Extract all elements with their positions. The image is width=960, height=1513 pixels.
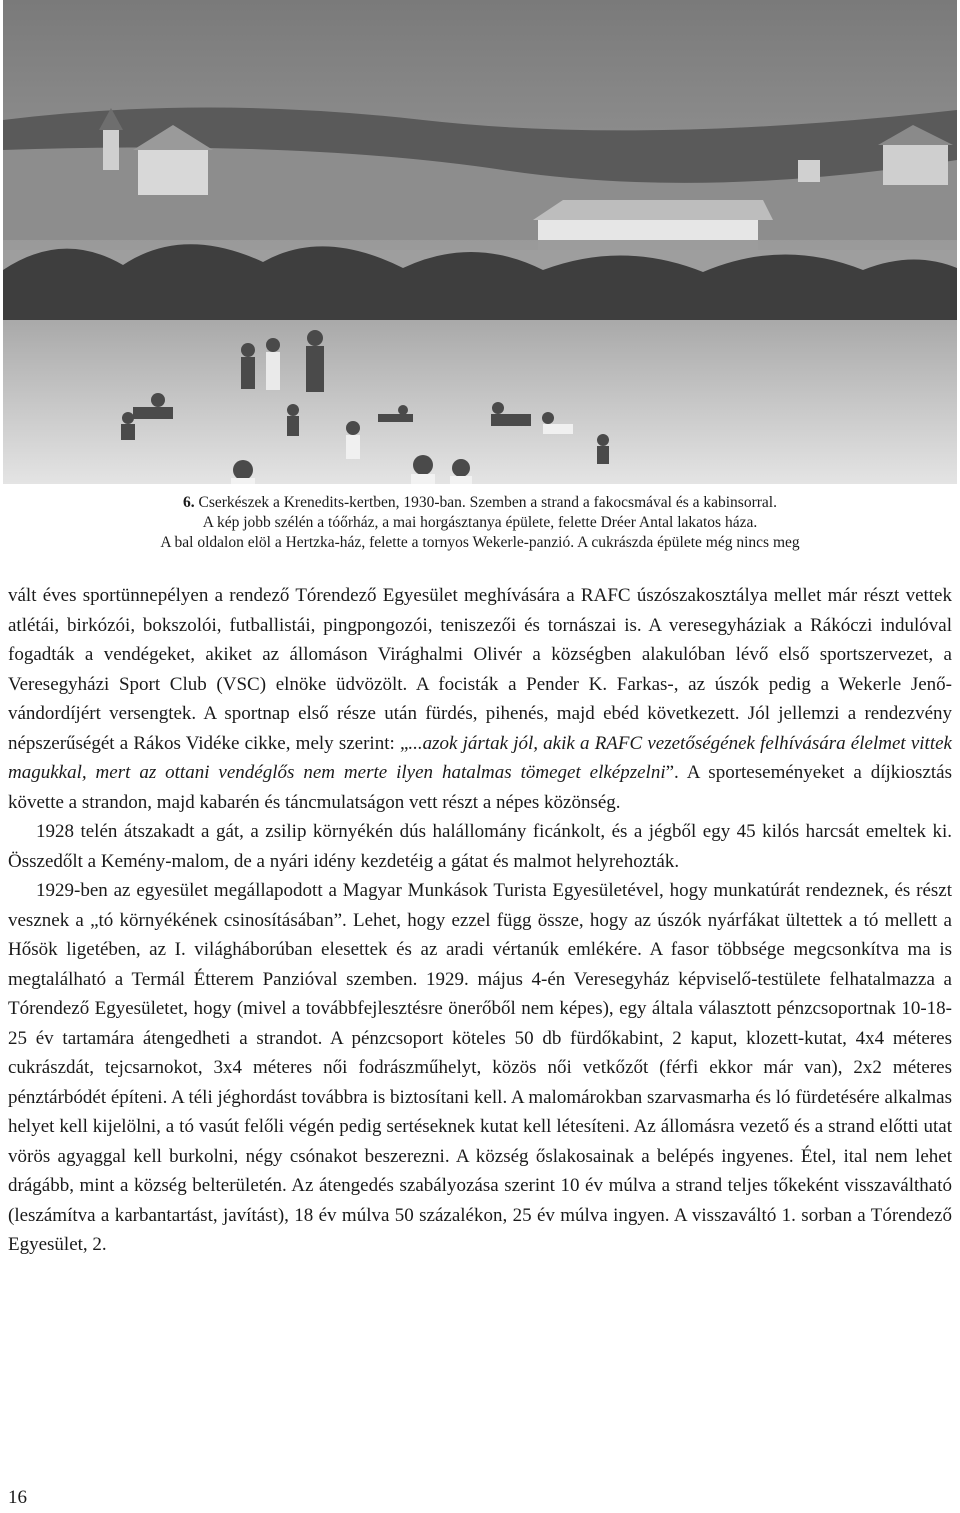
caption-line-3: A bal oldalon elöl a Hertzka-ház, felette a tornyos Wekerle-panzió. A cukrászda épülete még nincs meg	[160, 534, 800, 551]
historical-photo	[3, 0, 957, 484]
caption-number: 6.	[183, 494, 195, 511]
photo-illustration	[3, 0, 957, 484]
paragraph-1: vált éves sportünnepélyen a rendező Tórendező Egyesület meghívására a RAFC úszószakosztálya mellet már részt vettek atlétái, birkózói, bokszolói, futballistái, pingpongozói, teniszezői és tornászai is. A veresegyháziak a Rákóczi indulóval fogadták a vendégeket, akiket az állomáson Virághalmi Olivér a községben alakulóban lévő első sportszervezet, a Veresegyházi Sport Club (VSC) elnöke üdvözölt. A focisták a Pender K. Farkas-, az úszók pedig a Wekerle Jenő-vándordíjért versengtek. A sportnap első része után fürdés, pihenés, majd ebéd következett. Jól jellemzi a rendezvény népszerűségét a Rákos Vidéke cikke, mely szerint: „...azok jártak jól, akik a RAFC vezetőségének felhívására élelmet vittek magukkal, mert az ottani vendéglős nem merte ilyen hatalmas tömeget elképzelni”. A sporteseményeket a díjkiosztás követte a strandon, majd kabarén és táncmulatságon vett részt a népes közönség.	[8, 585, 952, 813]
quote: ...azok jártak jól, akik a RAFC vezetőségének felhívására élelmet vittek magukkal, mert az ottani vendéglős nem merte ilyen hatalmas tömeget elképzelni	[8, 732, 952, 783]
paragraph-2: 1928 telén átszakadt a gát, a zsilip környékén dús halállomány ficánkolt, és a jégből egy 45 kilós harcsát emeltek ki. Összedőlt a Kemény-malom, de a nyári idény kezdetéig a gátat és malmot helyrehozták.	[8, 821, 952, 872]
paragraph-3: 1929-ben az egyesület megállapodott a Magyar Munkások Turista Egyesületével, hogy munkatúrát rendeznek, és részt vesznek a „tó környékének csinosításában”. Lehet, hogy ezzel függ össze, hogy az úszók nyárfákat ültettek a tó mellett a Hősök ligetében, az I. világháborúban elesettek és az aradi vértanúk emlékére. A fasor többsége megcsonkítva ma is megtalálható a Termál Étterem Panzióval szemben. 1929. május 4-én Veresegyház képviselő-testülete felhatalmazza a Tórendező Egyesületet, hogy (mivel a továbbfejlesztésre önerőből nem képes), egy általa választott pénzcsoportnak 10-18-25 év tartamára átengedheti a strandot. A pénzcsoport köteles 50 db fürdőkabint, 2 kaput, klozett-kutat, 4x4 méteres cukrászdát, tejcsarnokot, 3x4 méteres női fodrászműhelyt, közös női vetkőzőt (férfi ekkor már van), 2x2 méteres pénztárbódét építeni. A téli jéghordást továbbra is biztosítani kell. A malomárokban szarvasmarha és ló fürdetésére alkalmas helyet kell kijelölni, a tó vasút felőli végén pedig sertéseknek kutat kell létesíteni. Az állomásra vezető és a strand előtti utat vörös agyaggal kell burkolni, négy csónakot beszerezni. A község őslakosainak a belépés ingyenes. Étel, ital nem lehet drágább, mint a község belterületén. Az átengedés szabályozása szerint 10 év múlva a strand teljes tőkeként visszaváltható (leszámítva a karbantartást, javítást), 18 év múlva 50 százalékon, 25 év múlva ingyen. A visszaváltó 1. sorban a Tórendező Egyesület, 2.	[8, 880, 952, 1255]
photo-caption	[0, 493, 960, 553]
page-number: 16	[8, 1487, 27, 1508]
caption-line-2: A kép jobb szélén a tóőrház, a mai horgásztanya épülete, felette Dréer Antal lakatos háza.	[202, 514, 758, 531]
caption-line-1: 6. Cserkészek a Krenedits-kertben, 1930-ban. Szemben a strand a fakocsmával és a kabinsorral.	[183, 494, 777, 511]
article-body	[8, 581, 952, 1260]
